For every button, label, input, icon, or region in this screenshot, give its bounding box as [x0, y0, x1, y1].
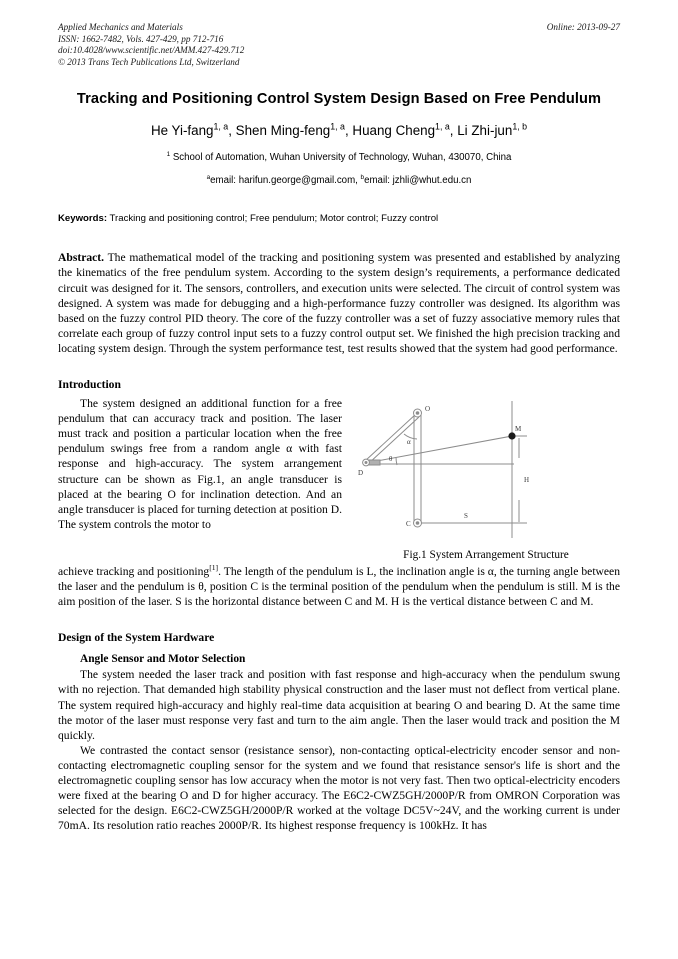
- figure-1-float: [352, 398, 620, 562]
- author-name-4: Li Zhi-jun: [457, 123, 513, 139]
- online-date: Online: 2013-09-27: [546, 22, 620, 32]
- author-emails: [58, 174, 620, 188]
- bearing-c-inner: [416, 521, 420, 525]
- author-name-2: Shen Ming-feng: [235, 123, 331, 139]
- figure-label-alpha: α: [407, 438, 411, 447]
- system-arrangement-svg: [352, 398, 620, 540]
- introduction-after-figure: [58, 564, 620, 609]
- author-sup-3: 1, a: [435, 121, 450, 132]
- figure-1-diagram: [352, 398, 620, 540]
- citation-ref-1: [1]: [209, 563, 219, 573]
- figure-label-C: C: [406, 520, 411, 529]
- abstract-text: The mathematical model of the tracking and positioning system was presented and established by analyzing the kinematics of the free pendulum system. According to the system design’s requirements, a performance dedicated circuit was designed for it. The sensors, controllers, and execution units were selected. The circuit of control system was designed. A system was made for debugging and a high-performance fuzzy controller was designed. Its algorithm was based on the fuzzy control PID theory. The core of the fuzzy controller was a set of fuzzy associative memory rules that correlate each group of fuzzy control input sets to a fuzzy control output set. We finished the high precision tracking and locating system design. Through the system performance test, test results showed that the system had good performance.: [58, 251, 620, 355]
- paper-title: Tracking and Positioning Control System Design Based on Free Pendulum: [76, 91, 602, 108]
- figure-label-S: S: [464, 512, 468, 521]
- keywords-text: Tracking and positioning control; Free pendulum; Motor control; Fuzzy control: [107, 213, 439, 225]
- affiliation-text: School of Automation, Wuhan University of Technology, Wuhan, 430070, China: [170, 152, 512, 164]
- abstract-paragraph: [58, 250, 620, 356]
- introduction-column-text: The system designed an additional function for a free pendulum that can accuracy track and position. The laser must track and position a particular location when the free pendulum swings free from a random angle α with fast response and high-accuracy. The system arrangement structure can be shown as Fig.1, an angle transducer is placed at the bearing O for inclination detection. And an angle transducer is placed for turning detection at position D. The system controls the motor to: [58, 397, 342, 531]
- figure-label-M: M: [515, 425, 522, 434]
- bearing-d-inner: [365, 461, 368, 464]
- affiliation-marker: 1: [166, 151, 171, 159]
- hardware-paragraph-1: The system needed the laser track and position with fast response and high-accuracy when the pendulum swung with no rejection. That demanded high stability physical construction and the laser must not deflect from vertical plane. The system required high-accuracy and highly real-time data acquisition at bearing O and bearing D. At the same time the motor of the laser must response very fast and turn to the aim angle. Then the laser would track and position the M quickly.: [58, 668, 620, 742]
- pendulum-rod-line-2: [368, 417, 419, 464]
- email-address-a: email: harifun.george@gmail.com,: [210, 175, 361, 187]
- journal-copyright: © 2013 Trans Tech Publications Ltd, Switzerland: [58, 56, 240, 67]
- figure-label-D: D: [358, 469, 364, 478]
- affiliation: [58, 151, 620, 165]
- introduction-block: [58, 396, 620, 609]
- hardware-paragraph-2: We contrasted the contact sensor (resistance sensor), non-contacting optical-electricity encoder sensor and non-contacting electromagnetic coupling sensor for the system and we found that resistance sensor's life is short and the electromagnetic coupling sensor has low accuracy when the motor is not very fast. Then two optical-electricity encoders were fixed at the bearing O and D for higher accuracy. The E6C2-CWZ5GH/2000P/R from OMRON Corporation was selected for the design. E6C2-CWZ5GH/2000P/R worked at the voltage DC5V~24V, and the working current is under 70mA. Its resolution ratio reaches 2000P/R. Its highest response frequency is 100kHz. It has: [58, 743, 620, 833]
- author-sep-3: ,: [449, 123, 458, 139]
- heading-design-hardware: Design of the System Hardware: [58, 631, 215, 645]
- journal-doi: doi:10.4028/www.scientific.net/AMM.427-429.712: [58, 45, 245, 56]
- figure-1-caption: Fig.1 System Arrangement Structure: [403, 549, 569, 562]
- author-sup-2: 1, a: [330, 121, 345, 132]
- target-point-m: [508, 432, 515, 439]
- abstract-label: Abstract.: [58, 251, 105, 265]
- journal-name: Applied Mechanics and Materials: [58, 22, 183, 32]
- author-sep-2: ,: [344, 123, 353, 139]
- author-name-3: Huang Cheng: [352, 123, 436, 139]
- bearing-o-inner: [416, 411, 420, 415]
- email-address-b: email: jzhli@whut.edu.cn: [364, 175, 472, 187]
- keywords-line: [58, 212, 620, 226]
- keywords-label: Keywords:: [58, 213, 108, 225]
- figure-label-H: H: [524, 476, 530, 485]
- author-sup-1: 1, a: [213, 121, 229, 132]
- journal-masthead: [58, 22, 620, 68]
- email-marker-a: a: [206, 174, 211, 182]
- journal-issn: ISSN: 1662-7482, Vols. 427-429, pp 712-716: [58, 33, 224, 44]
- heading-introduction: Introduction: [58, 378, 121, 392]
- email-marker-b: b: [360, 174, 365, 182]
- after-fig-post: . The length of the pendulum is L, the inclination angle is α, the turning angle between the laser and the pendulum is θ, position C is the terminal position of the pendulum when the pendulum is still. M is the aim position of the laser. S is the horizontal distance between C and M. H is the vertical distance between C and M.: [58, 565, 621, 609]
- author-sep-1: ,: [228, 123, 236, 139]
- author-name-1: He Yi-fang: [150, 123, 214, 139]
- figure-label-theta: θ: [389, 455, 393, 464]
- author-list: [58, 122, 620, 140]
- figure-label-O: O: [425, 405, 431, 414]
- after-fig-pre: achieve tracking and positioning: [58, 565, 210, 579]
- heading-angle-sensor: Angle Sensor and Motor Selection: [80, 653, 246, 666]
- author-sup-4: 1, b: [512, 121, 528, 132]
